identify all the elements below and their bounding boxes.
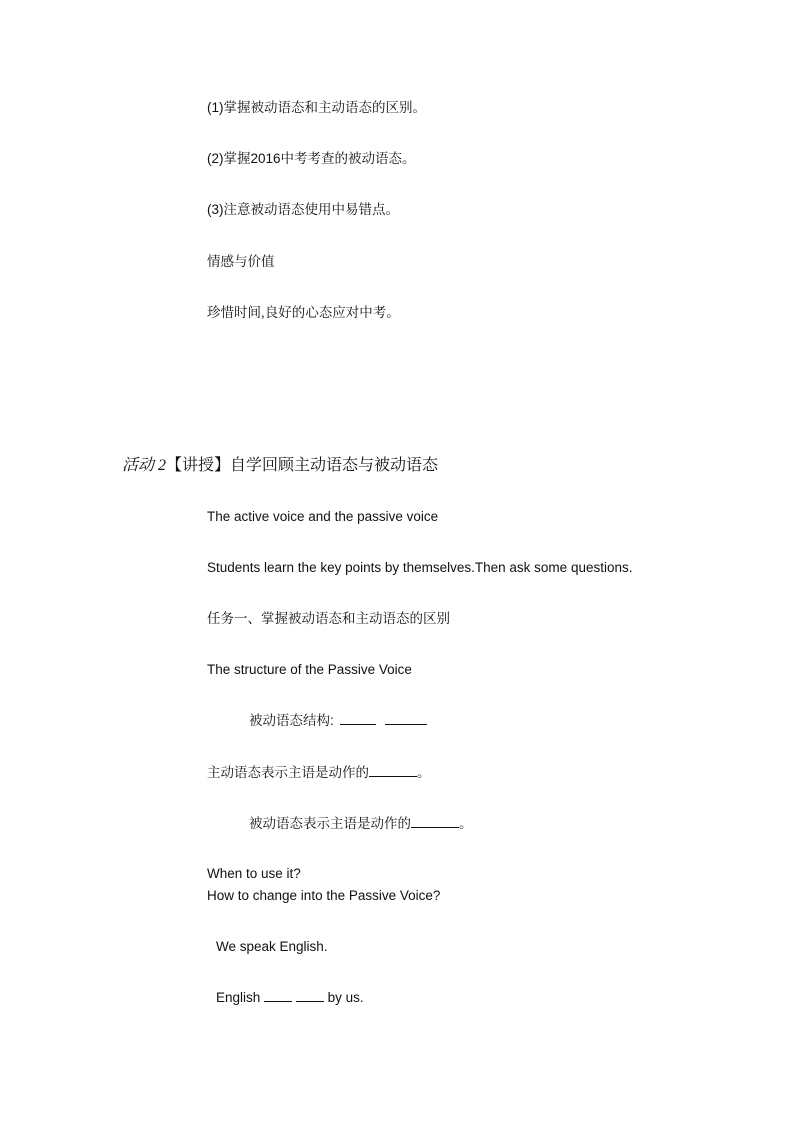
active-passive-line: The active voice and the passive voice <box>207 509 439 524</box>
structure-cn-line <box>249 712 427 730</box>
active-cn-period: 。 <box>417 765 431 780</box>
when-line: When to use it? <box>207 866 301 881</box>
example-2-end: by us. <box>327 990 364 1005</box>
objective-2: (2)掌握2016中考考查的被动语态。 <box>207 151 416 166</box>
blank-6 <box>296 989 324 1002</box>
blank-3 <box>369 764 417 777</box>
activity-title: 自学回顾主动语态与被动语态 <box>230 457 439 474</box>
task1-line: 任务一、掌握被动语态和主动语态的区别 <box>207 611 450 626</box>
objective-1: (1)掌握被动语态和主动语态的区别。 <box>207 100 426 115</box>
activity-heading <box>122 457 438 475</box>
activity-bracket: 【讲授】 <box>166 457 231 474</box>
blank-2 <box>385 712 427 725</box>
blank-4 <box>411 815 459 828</box>
blank-1 <box>340 712 376 725</box>
how-line: How to change into the Passive Voice? <box>207 888 441 903</box>
emotion-title: 情感与价值 <box>207 254 275 269</box>
passive-cn-text: 被动语态表示主语是动作的 <box>249 816 411 831</box>
blank-5 <box>264 989 292 1002</box>
structure-cn-label: 被动语态结构: <box>249 713 334 728</box>
structure-line: The structure of the Passive Voice <box>207 662 412 677</box>
objective-3: (3)注意被动语态使用中易错点。 <box>207 202 399 217</box>
emotion-text: 珍惜时间,良好的心态应对中考。 <box>207 305 400 320</box>
passive-cn-period: 。 <box>459 816 473 831</box>
passive-cn-line <box>249 815 473 833</box>
active-cn-text: 主动语态表示主语是动作的 <box>207 765 369 780</box>
example-2-start: English <box>216 990 261 1005</box>
activity-label: 活动 2 <box>122 457 167 474</box>
example-2 <box>216 989 364 1007</box>
example-1: We speak English. <box>216 939 328 954</box>
active-cn-line <box>207 764 431 782</box>
students-line: Students learn the key points by themselves.Then ask some questions. <box>207 560 633 575</box>
